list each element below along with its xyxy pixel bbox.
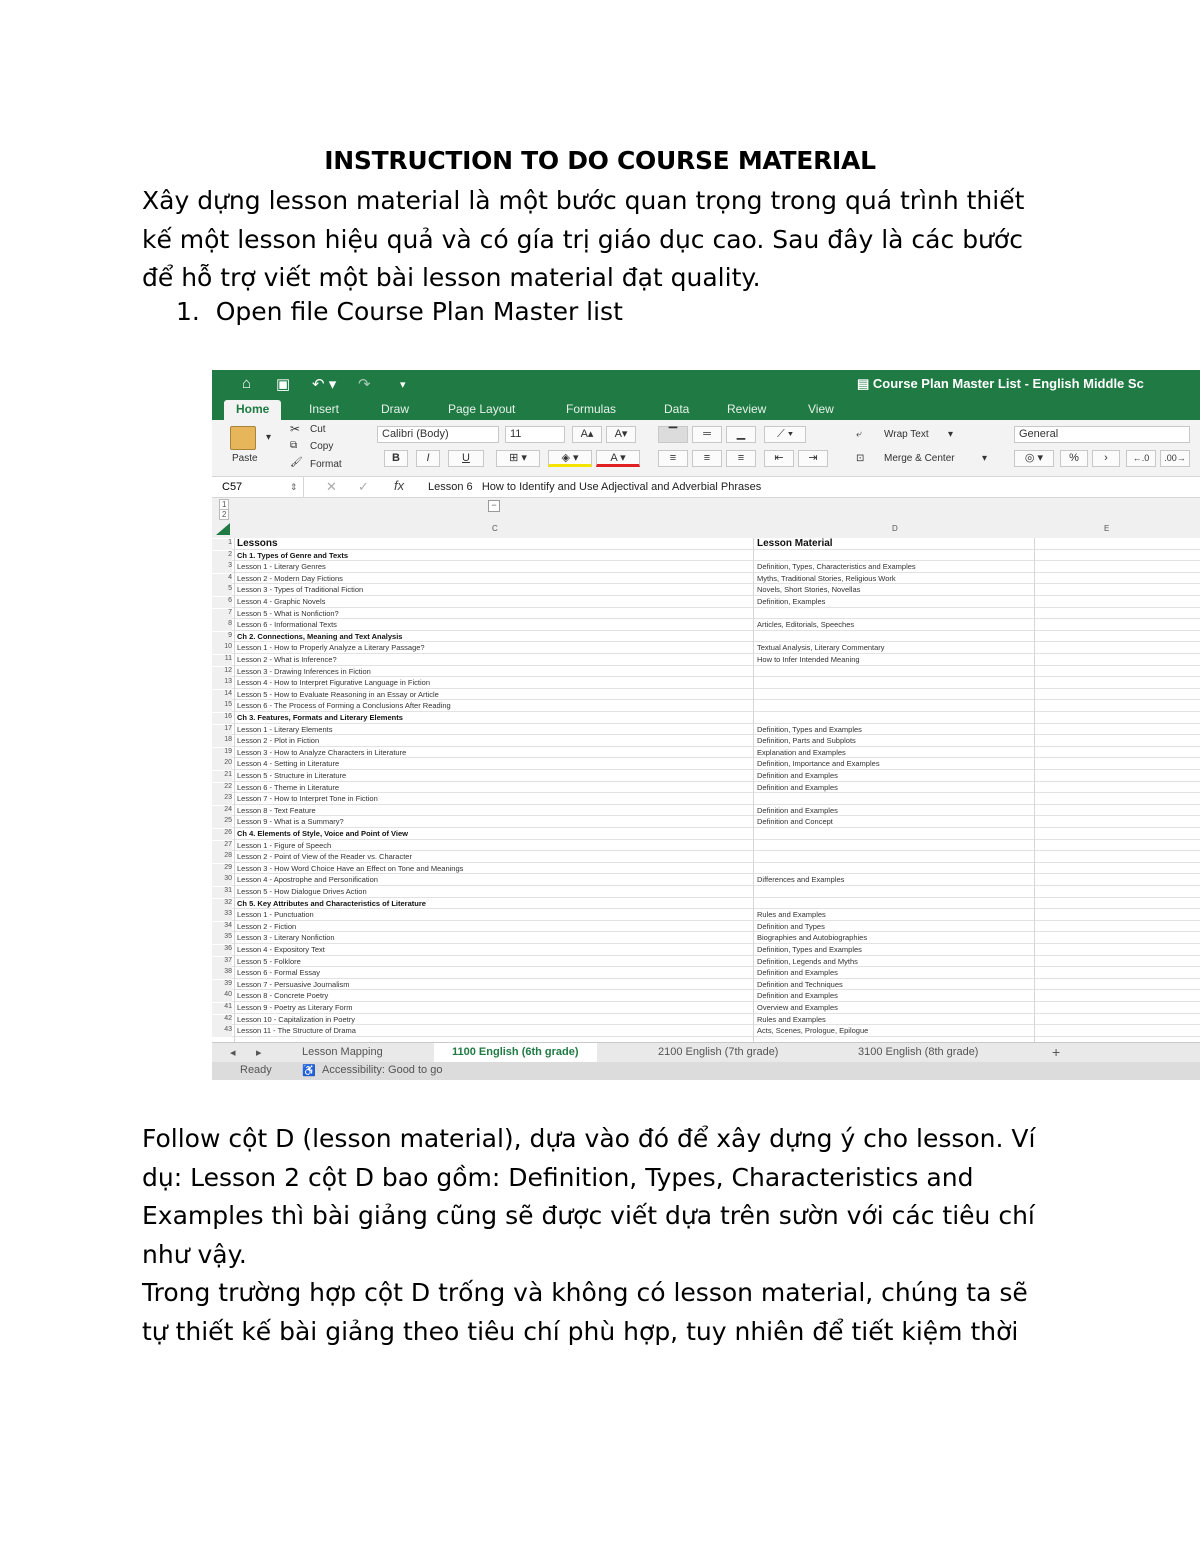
cell-lesson[interactable]: Lesson 7 - Persuasive Journalism: [237, 979, 350, 989]
window-title: ▤ Course Plan Master List - English Middle Sc: [857, 376, 1144, 391]
row-number[interactable]: 22: [212, 783, 232, 794]
document-title: INSTRUCTION TO DO COURSE MATERIAL: [324, 146, 876, 175]
row-number[interactable]: 37: [212, 957, 232, 968]
table-row[interactable]: [212, 828, 1200, 840]
currency-icon[interactable]: ◎ ▾: [1014, 450, 1054, 467]
cell-lesson[interactable]: Lessons: [237, 538, 278, 549]
table-row[interactable]: [212, 666, 1200, 678]
cell-lesson[interactable]: Lesson 5 - Structure in Literature: [237, 771, 347, 780]
table-row[interactable]: [212, 550, 1200, 562]
gridline: [1034, 538, 1035, 1042]
cell-lesson[interactable]: Lesson 6 - Informational Texts: [237, 620, 337, 630]
table-row[interactable]: [212, 782, 1200, 794]
cell-lesson-material[interactable]: Acts, Scenes, Prologue, Epilogue: [757, 1026, 869, 1036]
table-row[interactable]: [212, 631, 1200, 643]
column-header-e[interactable]: E: [1104, 524, 1110, 533]
cell-lesson-material[interactable]: Definition, Parts and Subplots: [757, 736, 856, 746]
row-number[interactable]: 29: [212, 864, 232, 875]
row-number[interactable]: 1: [212, 539, 232, 550]
tab-formulas[interactable]: Formulas: [566, 402, 617, 416]
table-row[interactable]: [212, 642, 1200, 654]
table-row[interactable]: [212, 932, 1200, 944]
table-row[interactable]: [212, 608, 1200, 620]
cell-lesson[interactable]: Lesson 7 - How to Interpret Tone in Fiction: [237, 794, 378, 804]
cell-lesson[interactable]: Lesson 9 - What is a Summary?: [237, 817, 344, 827]
cell-lesson-material[interactable]: Definition, Types and Examples: [757, 724, 862, 734]
cell-lesson-material[interactable]: Textual Analysis, Literary Commentary: [757, 643, 885, 653]
follow-line: dụ: Lesson 2 cột D bao gồm: Definition, Types, Characteristics and: [142, 1162, 974, 1192]
table-row[interactable]: [212, 898, 1200, 910]
table-row[interactable]: [212, 596, 1200, 608]
wrap-text-dropdown-icon[interactable]: ▾: [948, 429, 954, 440]
column-headers: [212, 520, 1200, 539]
cell-lesson[interactable]: Ch 4. Elements of Style, Voice and Point of View: [237, 829, 409, 838]
cell-lesson[interactable]: Lesson 6 - Theme in Literature: [237, 782, 340, 792]
trong-line: Trong trường hợp cột D trống và không có lesson material, chúng ta sẽ: [142, 1278, 1028, 1307]
sheet-grid[interactable]: [212, 538, 1200, 1042]
table-row[interactable]: [212, 909, 1200, 921]
cell-lesson-material[interactable]: Definition, Legends and Myths: [757, 956, 858, 966]
row-number[interactable]: 17: [212, 725, 232, 736]
cell-lesson-material[interactable]: Definition, Types, Characteristics and Examples: [757, 562, 916, 572]
customize-quick-access-icon[interactable]: ▾: [400, 379, 406, 391]
table-row[interactable]: [212, 747, 1200, 759]
row-number[interactable]: 18: [212, 736, 232, 747]
cell-lesson[interactable]: Lesson 2 - Modern Day Fictions: [237, 573, 343, 583]
row-number[interactable]: 35: [212, 933, 232, 944]
tab-review[interactable]: Review: [727, 402, 767, 416]
row-number[interactable]: 31: [212, 887, 232, 898]
insert-function-button[interactable]: fx: [394, 478, 405, 493]
italic-button[interactable]: I: [416, 450, 440, 467]
cell-lesson[interactable]: Lesson 8 - Text Feature: [237, 805, 316, 815]
row-number[interactable]: 38: [212, 968, 232, 979]
row-number[interactable]: 7: [212, 609, 232, 620]
accessibility-status[interactable]: Accessibility: Good to go: [322, 1064, 443, 1076]
table-row[interactable]: [212, 689, 1200, 701]
table-row[interactable]: [212, 979, 1200, 991]
cell-lesson-material[interactable]: Lesson Material: [757, 538, 833, 549]
row-number[interactable]: 21: [212, 771, 232, 782]
merge-center-dropdown-icon[interactable]: ▾: [982, 453, 988, 464]
table-row[interactable]: [212, 863, 1200, 875]
cell-lesson[interactable]: Lesson 5 - Folklore: [237, 956, 301, 966]
cell-lesson[interactable]: Lesson 10 - Capitalization in Poetry: [237, 1014, 355, 1024]
table-row[interactable]: [212, 851, 1200, 863]
cell-lesson[interactable]: Lesson 9 - Poetry as Literary Form: [237, 1003, 353, 1012]
table-row[interactable]: [212, 654, 1200, 666]
cancel-icon[interactable]: ✕: [326, 479, 337, 494]
row-number[interactable]: 5: [212, 585, 232, 596]
cell-lesson[interactable]: Lesson 8 - Concrete Poetry: [237, 991, 329, 1001]
align-right-icon[interactable]: ≡: [726, 450, 756, 467]
bold-button[interactable]: B: [384, 450, 408, 467]
table-row[interactable]: [212, 840, 1200, 852]
row-number[interactable]: 11: [212, 655, 232, 666]
underline-button[interactable]: U: [448, 450, 484, 467]
row-number[interactable]: 9: [212, 632, 232, 643]
fill-color-icon[interactable]: ◈ ▾: [548, 450, 592, 467]
cell-lesson[interactable]: Lesson 4 - Apostrophe and Personification: [237, 875, 378, 885]
cell-lesson-material[interactable]: Definition and Types: [757, 921, 825, 931]
status-text: Ready: [240, 1064, 272, 1076]
formula-input[interactable]: Lesson 6 How to Identify and Use Adjectival and Adverbial Phrases: [428, 481, 762, 493]
merge-center-button[interactable]: Merge & Center: [884, 453, 955, 464]
cell-lesson[interactable]: Lesson 5 - What is Nonfiction?: [237, 608, 339, 618]
add-sheet-button[interactable]: +: [1052, 1044, 1061, 1060]
cell-lesson-material[interactable]: Definition, Examples: [757, 597, 826, 606]
table-row[interactable]: [212, 793, 1200, 805]
align-top-icon[interactable]: ▔: [658, 426, 688, 443]
table-row[interactable]: [212, 584, 1200, 596]
wrap-text-button[interactable]: Wrap Text: [884, 429, 929, 440]
tab-home[interactable]: Home: [224, 400, 281, 420]
row-number[interactable]: 2: [212, 551, 232, 562]
row-number[interactable]: 36: [212, 945, 232, 956]
row-number[interactable]: 23: [212, 794, 232, 805]
follow-line: Examples thì bài giảng cũng sẽ được viết dựa trên sườn với các tiêu chí: [142, 1201, 1035, 1230]
follow-line: Follow cột D (lesson material), dựa vào đó để xây dựng ý cho lesson. Ví: [142, 1124, 1036, 1153]
cell-lesson-material[interactable]: Definition and Examples: [757, 991, 838, 1001]
row-number[interactable]: 12: [212, 667, 232, 678]
cell-lesson[interactable]: Ch 2. Connections, Meaning and Text Analysis: [237, 631, 403, 641]
cell-lesson[interactable]: Lesson 3 - Literary Nonfiction: [237, 933, 335, 943]
select-all-corner[interactable]: [216, 523, 230, 535]
accessibility-icon: ♿: [302, 1065, 316, 1077]
table-row[interactable]: [212, 677, 1200, 689]
cell-lesson-material[interactable]: Definition and Concept: [757, 817, 833, 827]
document-icon: ▤: [857, 376, 873, 391]
sheet-tab-7th-grade[interactable]: 2100 English (7th grade): [658, 1046, 779, 1058]
table-row[interactable]: [212, 816, 1200, 828]
cell-lesson[interactable]: Lesson 3 - Drawing Inferences in Fiction: [237, 666, 371, 676]
cell-lesson[interactable]: Lesson 2 - What is Inference?: [237, 655, 337, 664]
sheet-tab-lesson-mapping[interactable]: Lesson Mapping: [302, 1046, 383, 1058]
row-number[interactable]: 39: [212, 980, 232, 991]
follow-paragraph: [142, 1120, 1082, 1351]
cell-lesson[interactable]: Lesson 3 - How to Analyze Characters in Literature: [237, 747, 407, 757]
column-header-d[interactable]: D: [892, 524, 898, 533]
align-middle-icon[interactable]: ═: [692, 426, 722, 443]
merge-center-icon: ⊡: [856, 453, 865, 464]
sheet-nav-prev-icon[interactable]: ◂: [230, 1047, 236, 1059]
cell-lesson[interactable]: Lesson 11 - The Structure of Drama: [237, 1026, 356, 1036]
align-bottom-icon[interactable]: ▁: [726, 426, 756, 443]
cell-lesson[interactable]: Ch 5. Key Attributes and Characteristics of Literature: [237, 898, 426, 908]
table-row[interactable]: [212, 538, 1200, 550]
cell-lesson[interactable]: Lesson 4 - Setting in Literature: [237, 759, 340, 769]
table-row[interactable]: [212, 770, 1200, 782]
cut-button[interactable]: Cut: [310, 424, 326, 435]
cell-lesson[interactable]: Ch 3. Features, Formats and Literary Elements: [237, 713, 403, 722]
table-row[interactable]: [212, 700, 1200, 712]
comma-style-icon[interactable]: ›: [1092, 450, 1120, 467]
cell-lesson[interactable]: Lesson 2 - Plot in Fiction: [237, 736, 320, 746]
sheet-tab-6th-grade[interactable]: 1100 English (6th grade): [434, 1043, 597, 1064]
row-number[interactable]: 6: [212, 597, 232, 608]
name-box-stepper-icon[interactable]: ⇕: [290, 482, 298, 492]
intro-paragraph: [142, 182, 1082, 298]
orientation-icon[interactable]: ⟋ ▾: [764, 426, 806, 443]
outline-level-1[interactable]: 1: [219, 499, 229, 510]
cell-lesson[interactable]: Lesson 5 - How Dialogue Drives Action: [237, 887, 367, 896]
table-row[interactable]: [212, 921, 1200, 933]
cell-lesson[interactable]: Lesson 2 - Fiction: [237, 921, 297, 931]
cell-lesson-material[interactable]: Definition, Types and Examples: [757, 945, 862, 954]
format-painter-button[interactable]: Format: [310, 459, 342, 470]
tab-draw[interactable]: Draw: [381, 402, 410, 416]
cell-lesson-material[interactable]: How to Infer Intended Meaning: [757, 655, 860, 664]
status-bar: [212, 1062, 1200, 1080]
cell-lesson[interactable]: Lesson 1 - Figure of Speech: [237, 840, 332, 850]
save-icon[interactable]: ▣: [276, 376, 291, 393]
cut-icon[interactable]: ✂: [290, 422, 301, 436]
copy-icon[interactable]: ⧉: [290, 440, 298, 451]
sheet-tabs: [212, 1042, 1200, 1063]
cell-lesson-material[interactable]: Definition and Examples: [757, 968, 838, 978]
table-row[interactable]: [212, 724, 1200, 736]
table-row[interactable]: [212, 735, 1200, 747]
cell-lesson[interactable]: Ch 1. Types of Genre and Texts: [237, 550, 348, 560]
name-box[interactable]: C57 ⇕: [212, 477, 304, 497]
cell-lesson-material[interactable]: Definition and Examples: [757, 771, 838, 780]
cell-lesson[interactable]: Lesson 1 - Punctuation: [237, 910, 314, 920]
formula-bar: [212, 477, 1200, 498]
borders-icon[interactable]: ⊞ ▾: [496, 450, 540, 467]
row-number[interactable]: 32: [212, 899, 232, 910]
cell-lesson-material[interactable]: Definition, Importance and Examples: [757, 759, 880, 769]
row-number[interactable]: 33: [212, 910, 232, 921]
row-number[interactable]: 40: [212, 991, 232, 1002]
cell-lesson[interactable]: Lesson 1 - Literary Elements: [237, 724, 333, 734]
cell-lesson-material[interactable]: Explanation and Examples: [757, 747, 846, 757]
ribbon-tabs: [212, 400, 1200, 420]
cell-lesson-material[interactable]: Myths, Traditional Stories, Religious Work: [757, 573, 896, 583]
cell-lesson-material[interactable]: Overview and Examples: [757, 1003, 838, 1012]
intro-line: để hỗ trợ viết một bài lesson material đạt quality.: [142, 263, 761, 292]
sheet-tab-8th-grade[interactable]: 3100 English (8th grade): [858, 1046, 979, 1058]
outline-level-2[interactable]: 2: [219, 509, 229, 520]
cell-lesson[interactable]: Lesson 3 - How Word Choice Have an Effect on Tone and Meanings: [237, 863, 464, 873]
number-format-select[interactable]: General: [1014, 426, 1190, 443]
sheet-nav-next-icon[interactable]: ▸: [256, 1047, 262, 1059]
paste-button[interactable]: Paste: [232, 453, 258, 464]
row-number[interactable]: 30: [212, 875, 232, 886]
table-row[interactable]: [212, 1014, 1200, 1026]
enter-icon[interactable]: ✓: [358, 479, 369, 494]
cell-lesson[interactable]: Lesson 4 - How to Interpret Figurative Language in Fiction: [237, 678, 431, 688]
row-number[interactable]: 27: [212, 841, 232, 852]
table-row[interactable]: [212, 1025, 1200, 1037]
gridline: [234, 538, 235, 1042]
collapse-group-icon[interactable]: −: [488, 500, 500, 512]
row-number[interactable]: 19: [212, 748, 232, 759]
outline-bar: [212, 498, 1200, 521]
table-row[interactable]: [212, 967, 1200, 979]
align-center-icon[interactable]: ≡: [692, 450, 722, 467]
row-number[interactable]: 14: [212, 690, 232, 701]
row-number[interactable]: 42: [212, 1015, 232, 1026]
cell-lesson[interactable]: Lesson 2 - Point of View of the Reader vs. Character: [237, 852, 412, 862]
home-icon[interactable]: ⌂: [242, 375, 252, 392]
ribbon: [212, 420, 1200, 477]
cell-lesson-material[interactable]: Biographies and Autobiographies: [757, 933, 868, 943]
table-row[interactable]: [212, 619, 1200, 631]
row-number[interactable]: 41: [212, 1003, 232, 1014]
table-row[interactable]: [212, 561, 1200, 573]
cell-lesson[interactable]: Lesson 6 - Formal Essay: [237, 968, 320, 978]
trong-line: tự thiết kế bài giảng theo tiêu chí phù hợp, tuy nhiên để tiết kiệm thời: [142, 1316, 1019, 1346]
step-1: 1. Open file Course Plan Master list: [176, 297, 623, 326]
font-size-select[interactable]: 11: [505, 426, 565, 443]
cell-lesson[interactable]: Lesson 1 - Literary Genres: [237, 562, 326, 572]
cell-lesson[interactable]: Lesson 4 - Expository Text: [237, 945, 325, 954]
row-number[interactable]: 43: [212, 1026, 232, 1037]
cell-lesson-material[interactable]: Rules and Examples: [757, 1014, 826, 1024]
row-number[interactable]: 4: [212, 574, 232, 585]
cell-lesson-material[interactable]: Definition and Techniques: [757, 979, 843, 989]
decrease-decimal-icon[interactable]: .00→: [1160, 450, 1190, 467]
intro-line: kế một lesson hiệu quả và có gía trị giáo dục cao. Sau đây là các bước: [142, 224, 1023, 254]
tab-insert[interactable]: Insert: [309, 402, 340, 416]
row-number[interactable]: 8: [212, 620, 232, 631]
row-number[interactable]: 24: [212, 806, 232, 817]
table-row[interactable]: [212, 944, 1200, 956]
table-row[interactable]: [212, 956, 1200, 968]
cell-lesson[interactable]: Lesson 6 - The Process of Forming a Conclusions After Reading: [237, 701, 451, 711]
intro-line: Xây dựng lesson material là một bước quan trọng trong quá trình thiết: [142, 186, 1025, 215]
decrease-font-icon[interactable]: A▾: [606, 426, 636, 443]
paste-icon[interactable]: [230, 426, 256, 450]
tab-page-layout[interactable]: Page Layout: [448, 402, 516, 416]
align-left-icon[interactable]: ≡: [658, 450, 688, 467]
increase-indent-icon[interactable]: ⇥: [798, 450, 828, 467]
row-number[interactable]: 28: [212, 852, 232, 863]
cell-lesson-material[interactable]: Definition and Examples: [757, 805, 838, 815]
cell-lesson-material[interactable]: Articles, Editorials, Speeches: [757, 620, 855, 630]
table-row[interactable]: [212, 886, 1200, 898]
redo-icon[interactable]: ↷: [358, 376, 371, 393]
table-row[interactable]: [212, 1002, 1200, 1014]
copy-button[interactable]: Copy: [310, 441, 334, 452]
row-number[interactable]: 3: [212, 562, 232, 573]
increase-decimal-icon[interactable]: ←.0: [1126, 450, 1156, 467]
tab-view[interactable]: View: [808, 402, 834, 416]
table-row[interactable]: [212, 573, 1200, 585]
table-row[interactable]: [212, 990, 1200, 1002]
cell-lesson-material[interactable]: Differences and Examples: [757, 875, 845, 885]
table-row[interactable]: [212, 805, 1200, 817]
column-header-c[interactable]: C: [492, 524, 498, 533]
font-color-icon[interactable]: A ▾: [596, 450, 640, 467]
row-number[interactable]: 26: [212, 829, 232, 840]
cell-lesson[interactable]: Lesson 5 - How to Evaluate Reasoning in an Essay or Article: [237, 689, 439, 699]
undo-icon[interactable]: ↶ ▾: [312, 376, 337, 393]
paste-dropdown-icon[interactable]: ▾: [266, 432, 272, 443]
cell-lesson-material[interactable]: Novels, Short Stories, Novellas: [757, 585, 861, 595]
cell-lesson[interactable]: Lesson 1 - How to Properly Analyze a Literary Passage?: [237, 643, 425, 653]
table-row[interactable]: [212, 712, 1200, 724]
font-name-select[interactable]: Calibri (Body): [377, 426, 499, 443]
decrease-indent-icon[interactable]: ⇤: [764, 450, 794, 467]
cell-lesson[interactable]: Lesson 3 - Types of Traditional Fiction: [237, 585, 364, 595]
table-row[interactable]: [212, 874, 1200, 886]
cell-lesson-material[interactable]: Rules and Examples: [757, 910, 826, 920]
percent-button[interactable]: %: [1060, 450, 1088, 467]
cell-lesson-material[interactable]: Definition and Examples: [757, 782, 838, 792]
excel-screenshot: [212, 370, 1200, 1080]
format-painter-icon[interactable]: 🖌: [290, 457, 303, 468]
table-row[interactable]: [212, 758, 1200, 770]
cell-lesson[interactable]: Lesson 4 - Graphic Novels: [237, 597, 326, 606]
follow-line: như vậy.: [142, 1239, 247, 1269]
row-number[interactable]: 15: [212, 701, 232, 712]
row-number[interactable]: 10: [212, 643, 232, 654]
increase-font-icon[interactable]: A▴: [572, 426, 602, 443]
row-number[interactable]: 20: [212, 759, 232, 770]
row-number[interactable]: 16: [212, 713, 232, 724]
excel-titlebar: [212, 370, 1200, 400]
row-number[interactable]: 13: [212, 678, 232, 689]
row-number[interactable]: 34: [212, 922, 232, 933]
gridline: [753, 538, 754, 1042]
row-number[interactable]: 25: [212, 817, 232, 828]
tab-data[interactable]: Data: [664, 402, 690, 416]
wrap-text-icon: ⤶: [856, 429, 862, 440]
